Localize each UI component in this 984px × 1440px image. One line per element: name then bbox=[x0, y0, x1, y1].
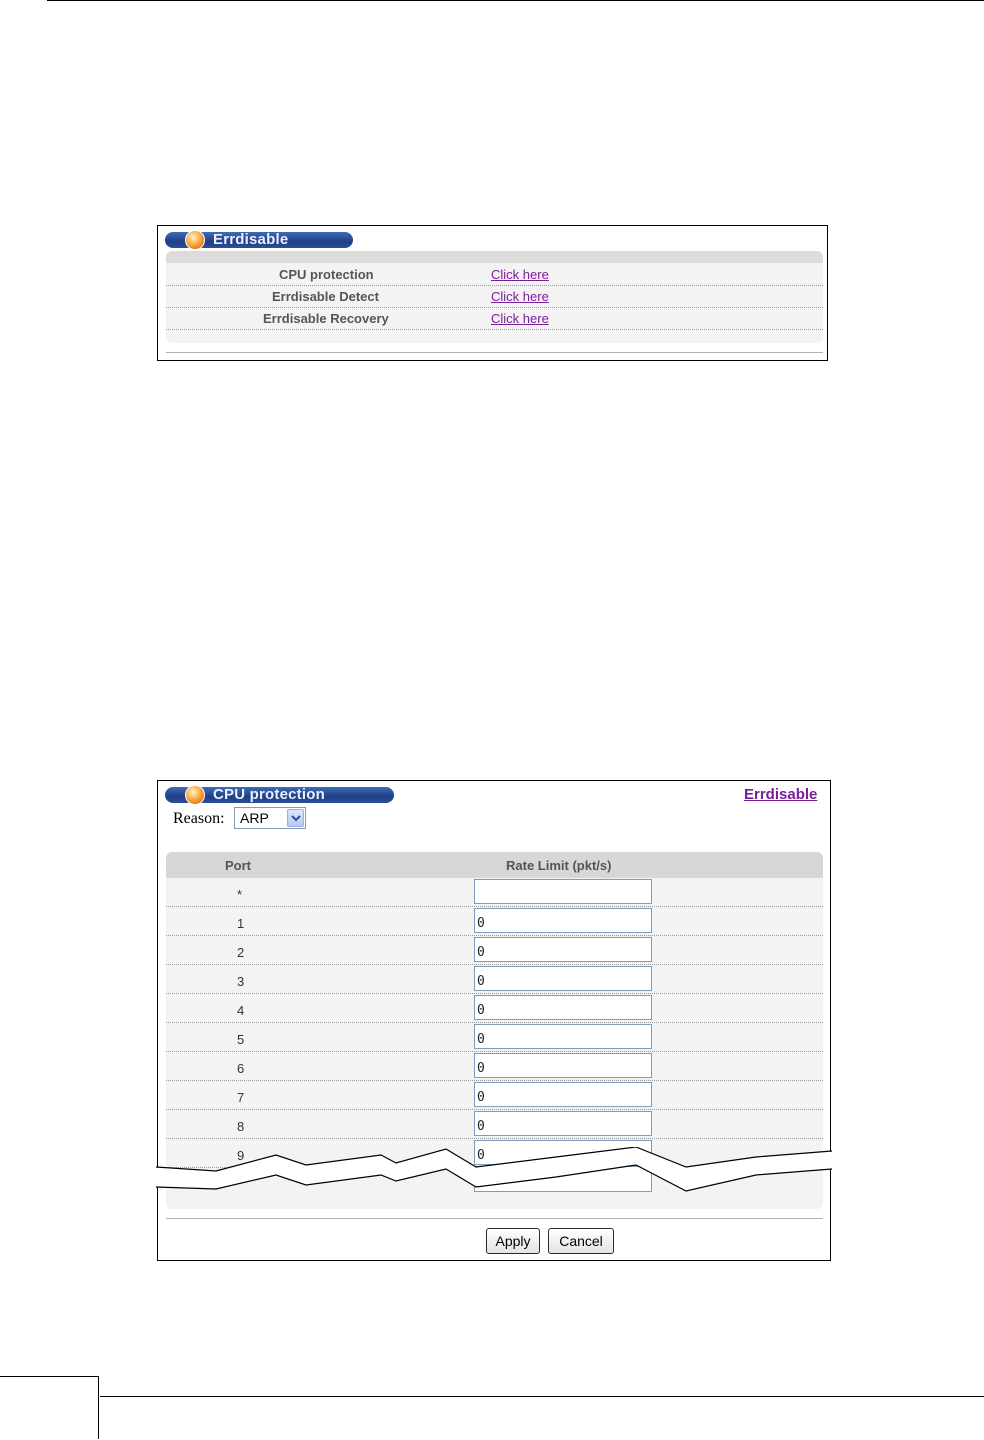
table-row bbox=[166, 907, 823, 936]
errdisable-back-link[interactable]: Errdisable bbox=[744, 786, 818, 803]
chevron-down-icon[interactable] bbox=[287, 809, 304, 827]
row-label: Errdisable Recovery bbox=[263, 311, 389, 326]
errdisable-title-bar bbox=[165, 232, 353, 248]
rate-input[interactable] bbox=[474, 966, 652, 991]
table-header bbox=[166, 852, 823, 878]
panel-title: Errdisable bbox=[213, 231, 289, 248]
apply-button[interactable]: Apply bbox=[486, 1228, 540, 1254]
cpu-protection-link[interactable]: Click here bbox=[491, 267, 549, 282]
table-row bbox=[166, 263, 823, 286]
port-number: 8 bbox=[237, 1119, 245, 1134]
port-number: 1 bbox=[237, 916, 245, 931]
port-number: 5 bbox=[237, 1032, 245, 1047]
rate-input[interactable] bbox=[474, 995, 652, 1020]
row-label: CPU protection bbox=[279, 267, 374, 282]
rate-input[interactable] bbox=[474, 908, 652, 933]
port-number: 3 bbox=[237, 974, 245, 989]
table-row bbox=[166, 1023, 823, 1052]
port-number: 4 bbox=[237, 1003, 245, 1018]
port-number: * bbox=[237, 887, 243, 902]
orb-icon bbox=[185, 785, 205, 805]
table-row bbox=[166, 286, 823, 308]
rate-input[interactable] bbox=[474, 1024, 652, 1049]
rate-input[interactable] bbox=[474, 1053, 652, 1078]
table-row bbox=[166, 878, 823, 907]
table-row bbox=[166, 1052, 823, 1081]
rate-input[interactable] bbox=[474, 937, 652, 962]
reason-label: Reason: bbox=[173, 810, 225, 827]
truncation-break bbox=[156, 1147, 832, 1197]
errdisable-panel bbox=[157, 225, 828, 361]
errdisable-table bbox=[166, 251, 823, 343]
cancel-button[interactable]: Cancel bbox=[548, 1228, 614, 1254]
panel-title: CPU protection bbox=[213, 786, 325, 803]
cpu-title-bar bbox=[165, 787, 394, 803]
divider bbox=[166, 1218, 823, 1219]
rate-column-header: Rate Limit (pkt/s) bbox=[506, 858, 612, 873]
reason-select[interactable] bbox=[234, 807, 306, 829]
footer-rule bbox=[100, 1396, 984, 1397]
header-rule bbox=[47, 0, 984, 1]
port-number: 7 bbox=[237, 1090, 245, 1105]
table-row bbox=[166, 1110, 823, 1139]
table-row bbox=[166, 994, 823, 1023]
port-number: 2 bbox=[237, 945, 245, 960]
port-number: 6 bbox=[237, 1061, 245, 1076]
errdisable-recovery-link[interactable]: Click here bbox=[491, 311, 549, 326]
port-number: 9 bbox=[237, 1148, 245, 1163]
table-row bbox=[166, 965, 823, 994]
table-row bbox=[166, 936, 823, 965]
rate-input[interactable] bbox=[474, 879, 652, 904]
table-row bbox=[166, 308, 823, 330]
row-label: Errdisable Detect bbox=[272, 289, 379, 304]
cpu-protection-panel bbox=[157, 780, 831, 1261]
port-column-header: Port bbox=[225, 858, 251, 873]
table-row bbox=[166, 1081, 823, 1110]
errdisable-detect-link[interactable]: Click here bbox=[491, 289, 549, 304]
page-number-box bbox=[0, 1376, 99, 1439]
rate-input[interactable] bbox=[474, 1111, 652, 1136]
reason-value: ARP bbox=[240, 810, 269, 826]
divider bbox=[166, 352, 823, 353]
orb-icon bbox=[185, 230, 205, 250]
rate-input[interactable] bbox=[474, 1082, 652, 1107]
